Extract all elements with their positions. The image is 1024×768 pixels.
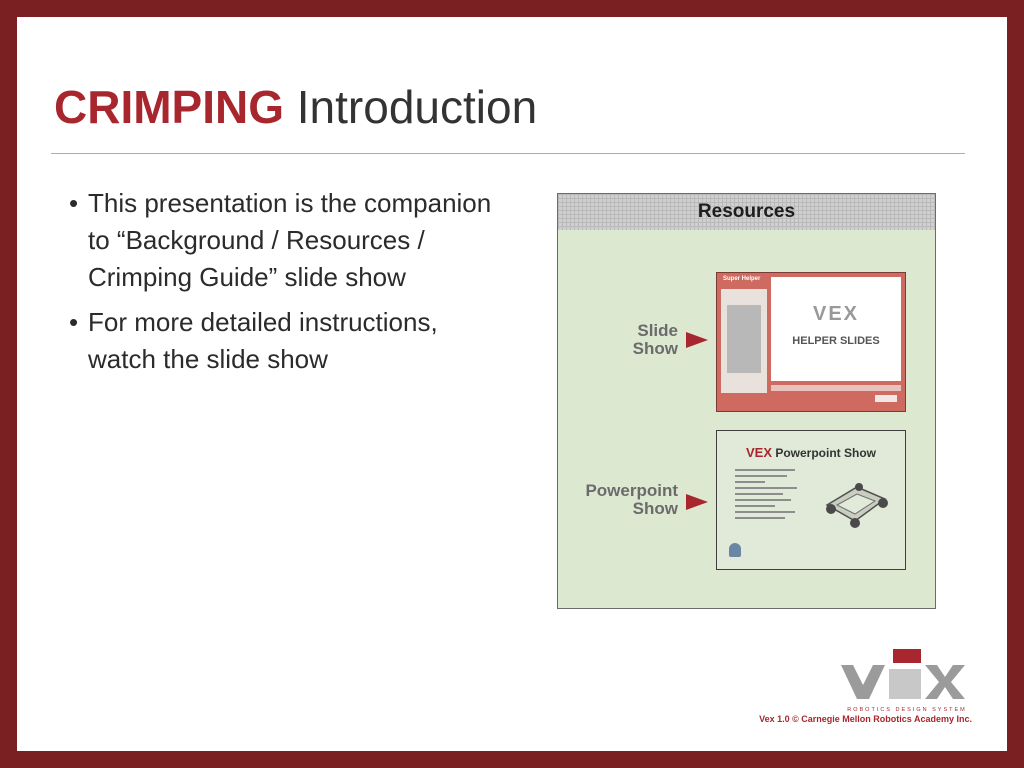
thumbnail-caption: HELPER SLIDES (792, 335, 880, 347)
footer-copyright: Vex 1.0 © Carnegie Mellon Robotics Academy Inc. (759, 714, 972, 724)
thumbnail-sidebar-panel (727, 305, 761, 373)
bullet-item-instructions: • For more detailed instructions, watch the slide show (69, 304, 509, 378)
thumbnail-vex-logo: VEX (812, 303, 860, 325)
slide-show-arrow-icon (686, 332, 708, 348)
figure-header-bar (558, 194, 935, 230)
slide-show-label-line2: Show (632, 339, 678, 358)
vex-logo-tagline: ROBOTICS DESIGN SYSTEM (847, 707, 967, 713)
title-divider (51, 153, 965, 154)
thumbnail-sidebar (721, 289, 767, 393)
thumbnail-header: Super Helper (723, 276, 761, 282)
thumbnail2-title (717, 445, 905, 460)
slide-show-thumbnail (716, 272, 906, 412)
bullet-list (69, 185, 509, 386)
powerpoint-show-label (568, 482, 678, 518)
powerpoint-label-line1: Powerpoint (585, 481, 678, 500)
thumbnail2-title-text: Powerpoint Show (775, 446, 877, 460)
slide-show-label (598, 322, 678, 358)
slide-title (54, 79, 537, 135)
slide (17, 17, 1007, 751)
powerpoint-label-line2: Show (632, 499, 678, 518)
figure-title: Resources (697, 201, 796, 222)
title-accent: CRIMPING (54, 81, 284, 133)
powerpoint-show-arrow-icon (686, 494, 708, 510)
bullet-item-companion: • This presentation is the companion to “Background / Resources / Crimping Guide” slide show (69, 185, 509, 296)
powerpoint-thumbnail (716, 430, 906, 570)
thumbnail2-badge-icon (729, 543, 741, 557)
resources-figure (557, 193, 936, 609)
thumbnail-navigation-strip (771, 385, 901, 391)
vex-logo (837, 649, 977, 719)
thumbnail-main-pane (771, 277, 901, 381)
robot-chassis-image (821, 477, 891, 531)
thumbnail-button (875, 395, 897, 402)
thumbnail2-bullet-lines (735, 469, 805, 523)
thumbnail2-brand: VEX (745, 445, 772, 460)
slide-show-label-line1: Slide (637, 321, 678, 340)
title-rest: Introduction (296, 81, 538, 133)
